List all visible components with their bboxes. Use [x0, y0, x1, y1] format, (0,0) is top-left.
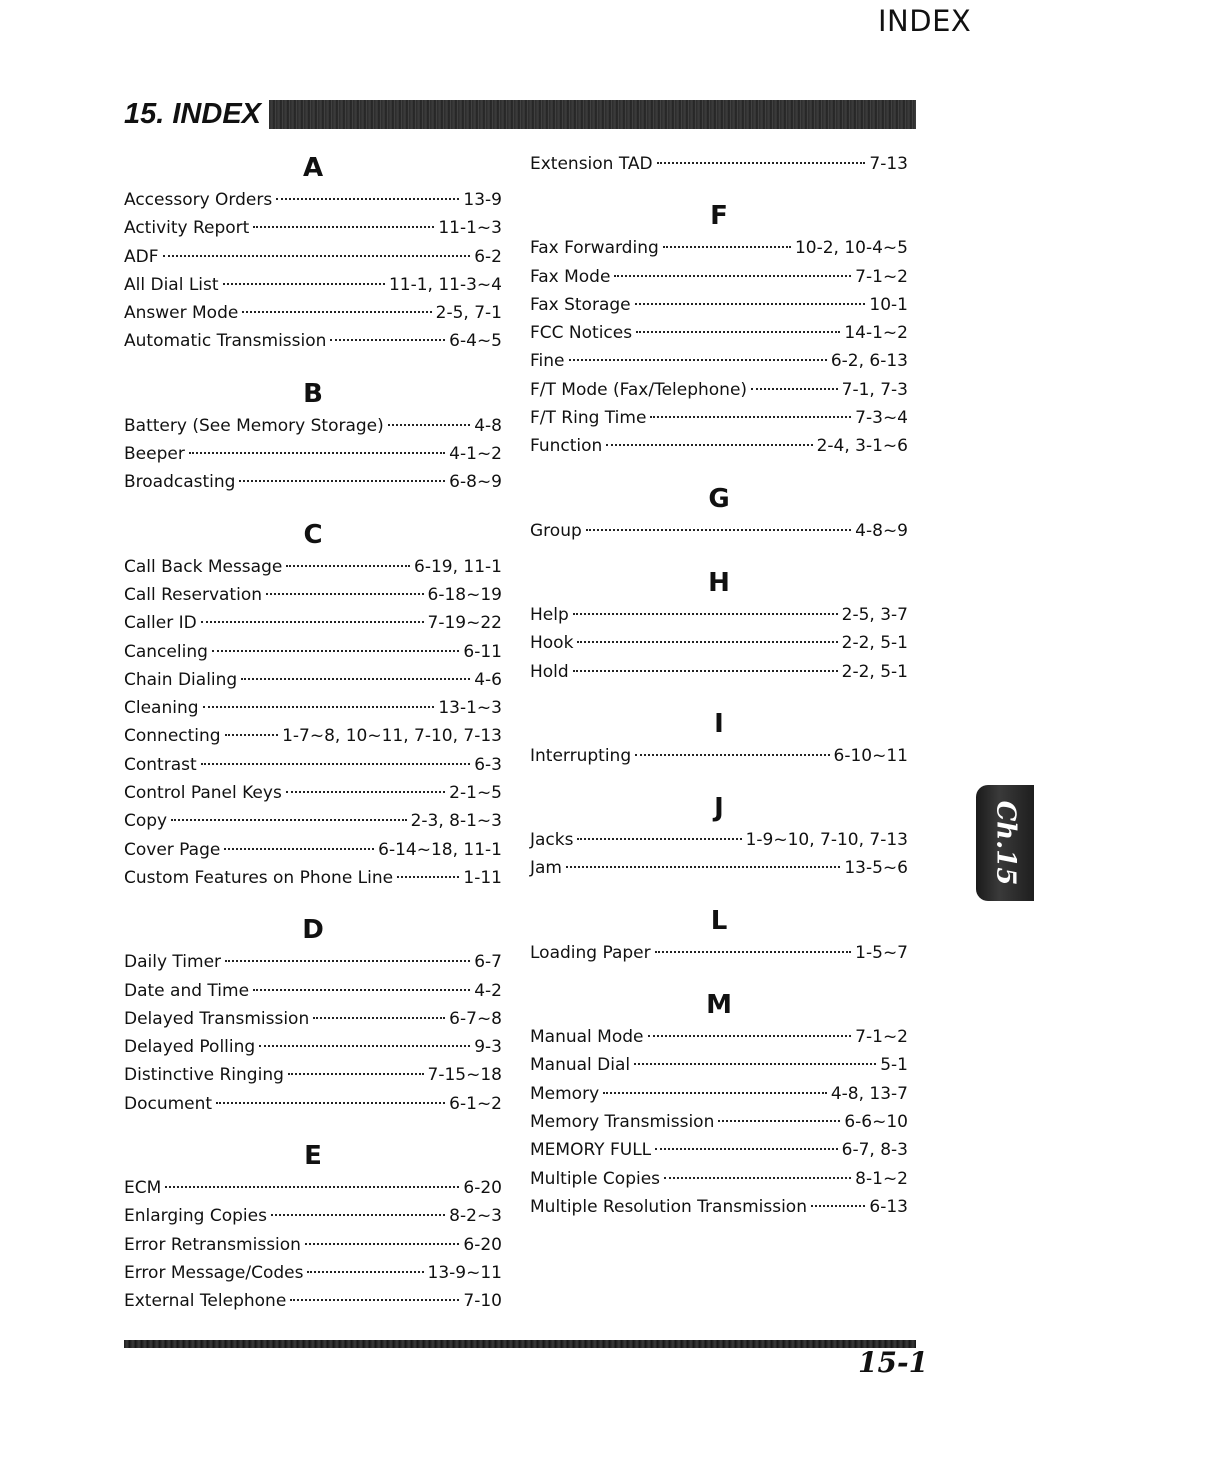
index-term: Fax Forwarding [530, 238, 659, 259]
index-term: Memory Transmission [530, 1111, 715, 1132]
dot-leader [165, 1186, 459, 1188]
index-pages: 6-4~5 [449, 331, 502, 352]
index-entry [124, 948, 502, 976]
dot-leader [635, 303, 866, 305]
index-term: Error Message/Codes [124, 1262, 304, 1283]
index-letter-f: F [710, 201, 728, 232]
dot-leader [189, 452, 445, 454]
index-pages: 2-5, 7-1 [435, 303, 502, 324]
index-pages: 8-1~2 [855, 1168, 908, 1189]
dot-leader [655, 951, 852, 953]
index-term: Jacks [530, 830, 574, 851]
dot-leader [224, 848, 374, 850]
index-entry [124, 638, 502, 666]
index-pages: 11-1~3 [438, 218, 502, 239]
index-entry [124, 609, 502, 637]
index-entry [530, 939, 908, 967]
index-term: MEMORY FULL [530, 1140, 652, 1161]
index-letter-c: C [303, 519, 323, 550]
dot-leader [388, 424, 470, 426]
index-entry [530, 263, 908, 291]
dot-leader [811, 1205, 865, 1207]
index-pages: 9-3 [474, 1037, 502, 1058]
index-letter-l: L [710, 905, 728, 936]
index-pages: 13-5~6 [844, 858, 908, 879]
dot-leader [288, 1073, 424, 1075]
footer-rule [124, 1340, 916, 1348]
index-pages: 6-20 [463, 1234, 502, 1255]
index-pages: 1-11 [463, 867, 502, 888]
index-pages: 4-2 [474, 980, 502, 1001]
index-pages: 6-19, 11-1 [414, 556, 502, 577]
index-pages: 7-13 [869, 154, 908, 174]
index-pages: 4-6 [474, 669, 502, 690]
index-letter-e: E [304, 1141, 322, 1172]
index-entry [124, 243, 502, 271]
index-term: Enlarging Copies [124, 1206, 267, 1227]
index-term: Caller ID [124, 613, 197, 634]
index-pages: 1-9~10, 7-10, 7-13 [745, 830, 908, 851]
index-entry [124, 666, 502, 694]
index-term: F/T Mode (Fax/Telephone) [530, 379, 748, 400]
index-entry [124, 1287, 502, 1315]
index-pages: 2-2, 5-1 [841, 661, 908, 682]
index-pages: 6-6~10 [844, 1111, 908, 1132]
index-entry [530, 517, 908, 545]
dot-leader [634, 1063, 876, 1065]
index-term: Call Back Message [124, 556, 283, 577]
index-entry [530, 404, 908, 432]
index-entry [530, 629, 908, 657]
index-entry [530, 1193, 908, 1221]
index-term: Fax Storage [530, 294, 631, 315]
index-term: Date and Time [124, 980, 250, 1001]
index-entry [124, 553, 502, 581]
index-term: Beeper [124, 444, 185, 465]
index-letter-m: M [706, 990, 732, 1021]
index-term: Extension TAD [530, 154, 653, 174]
dot-leader [242, 311, 431, 313]
index-term: Automatic Transmission [124, 331, 327, 352]
index-entry [530, 234, 908, 262]
index-pages: 5-1 [880, 1055, 908, 1076]
index-pages: 10-1 [869, 294, 908, 315]
dot-leader [216, 1102, 445, 1104]
index-entry [530, 1080, 908, 1108]
dot-leader [201, 621, 424, 623]
index-pages: 6-1~2 [449, 1093, 502, 1114]
index-term: Daily Timer [124, 952, 222, 973]
index-entry [124, 1033, 502, 1061]
index-letter-a: A [302, 153, 324, 183]
index-term: Loading Paper [530, 942, 651, 963]
index-term: Call Reservation [124, 584, 262, 605]
index-letter-j: J [714, 793, 724, 824]
dot-leader [577, 838, 741, 840]
index-term: All Dial List [124, 274, 219, 295]
dot-leader [397, 876, 459, 878]
dot-leader [655, 1148, 838, 1150]
dot-leader [163, 255, 471, 257]
index-entry [530, 291, 908, 319]
index-term: External Telephone [124, 1291, 287, 1312]
dot-leader [307, 1271, 423, 1273]
index-entry [124, 1231, 502, 1259]
index-entry [530, 742, 908, 770]
dot-leader [573, 670, 838, 672]
dot-leader [253, 226, 434, 228]
index-pages: 6-20 [463, 1178, 502, 1199]
index-entry [124, 581, 502, 609]
chapter-tab-label: Ch.15 [990, 800, 1020, 886]
dot-leader [566, 866, 840, 868]
dot-leader [330, 339, 445, 341]
dot-leader [569, 359, 827, 361]
index-column-left [124, 150, 502, 1316]
dot-leader [203, 706, 435, 708]
index-entry [530, 1051, 908, 1079]
index-term: Connecting [124, 726, 221, 747]
index-pages: 6-7~8 [449, 1008, 502, 1029]
dot-leader [663, 246, 791, 248]
index-entry [530, 376, 908, 404]
index-pages: 2-4, 3-1~6 [816, 436, 908, 457]
index-entry [124, 1090, 502, 1118]
index-pages: 2-2, 5-1 [841, 633, 908, 654]
index-pages: 6-18~19 [427, 584, 502, 605]
index-term: Distinctive Ringing [124, 1065, 284, 1086]
index-entry [530, 319, 908, 347]
section-title: 15. INDEX [124, 97, 261, 130]
index-term: Multiple Copies [530, 1168, 661, 1189]
index-term: Broadcasting [124, 472, 236, 493]
dot-leader [271, 1214, 445, 1216]
index-term: Custom Features on Phone Line [124, 867, 394, 888]
chapter-tab [976, 785, 1034, 901]
index-letter-i: I [714, 708, 724, 739]
index-pages: 13-9~11 [427, 1262, 502, 1283]
index-pages: 7-3~4 [855, 408, 908, 429]
index-letter-h: H [708, 567, 730, 598]
index-term: Control Panel Keys [124, 783, 282, 804]
index-pages: 6-13 [869, 1196, 908, 1217]
index-pages: 14-1~2 [844, 323, 908, 344]
index-term: Interrupting [530, 745, 632, 766]
index-entry [530, 601, 908, 629]
index-entry [124, 1061, 502, 1089]
index-pages: 8-2~3 [449, 1206, 502, 1227]
index-term: Chain Dialing [124, 669, 238, 690]
index-pages: 1-7~8, 10~11, 7-10, 7-13 [282, 726, 502, 747]
index-entry [124, 440, 502, 468]
index-term: Activity Report [124, 218, 250, 239]
index-pages: 6-7 [474, 952, 502, 973]
index-pages: 6-2, 6-13 [830, 351, 908, 372]
index-term: Jam [530, 858, 562, 879]
index-entry [530, 1023, 908, 1051]
index-entry [124, 186, 502, 214]
dot-leader [664, 1177, 851, 1179]
index-pages: 7-15~18 [427, 1065, 502, 1086]
index-entry [530, 854, 908, 882]
index-term: FCC Notices [530, 323, 633, 344]
index-pages: 6-8~9 [449, 472, 502, 493]
index-entry [124, 751, 502, 779]
index-entry [530, 150, 908, 178]
dot-leader [241, 678, 470, 680]
dot-leader [290, 1299, 459, 1301]
dot-leader [171, 819, 406, 821]
index-term: Group [530, 520, 582, 541]
index-term: Canceling [124, 641, 208, 662]
index-term: Manual Dial [530, 1055, 631, 1076]
index-entry [124, 1259, 502, 1287]
index-pages: 13-9 [463, 190, 502, 210]
dot-leader [573, 613, 838, 615]
index-pages: 6-14~18, 11-1 [378, 839, 502, 860]
dot-leader [276, 198, 459, 200]
index-term: Manual Mode [530, 1027, 644, 1048]
index-pages: 4-1~2 [449, 444, 502, 465]
index-column-right [530, 150, 908, 1221]
dot-leader [253, 989, 470, 991]
title-bar-decoration [269, 100, 916, 129]
index-term: Document [124, 1093, 213, 1114]
index-entry [124, 271, 502, 299]
index-entry [124, 807, 502, 835]
dot-leader [751, 388, 838, 390]
index-pages: 6-11 [463, 641, 502, 662]
index-term: Fax Mode [530, 266, 611, 287]
index-pages: 6-7, 8-3 [841, 1140, 908, 1161]
section-heading [124, 98, 916, 130]
dot-leader [657, 162, 866, 164]
dot-leader [313, 1017, 445, 1019]
index-entry [530, 1136, 908, 1164]
index-entry [124, 722, 502, 750]
index-pages: 2-3, 8-1~3 [410, 811, 502, 832]
dot-leader [586, 529, 851, 531]
dot-leader [286, 565, 410, 567]
dot-leader [718, 1120, 840, 1122]
index-entry [124, 214, 502, 242]
index-entry [530, 1108, 908, 1136]
index-pages: 2-1~5 [449, 783, 502, 804]
index-entry [530, 1165, 908, 1193]
index-pages: 6-3 [474, 754, 502, 775]
index-letter-b: B [303, 378, 323, 409]
index-term: Error Retransmission [124, 1234, 301, 1255]
index-pages: 11-1, 11-3~4 [388, 274, 502, 295]
index-entry [124, 836, 502, 864]
index-term: Delayed Polling [124, 1037, 256, 1058]
index-term: Accessory Orders [124, 190, 273, 210]
index-term: Help [530, 604, 569, 625]
index-pages: 1-5~7 [855, 942, 908, 963]
index-term: Fine [530, 351, 565, 372]
index-pages: 7-10 [463, 1291, 502, 1312]
index-pages: 4-8~9 [855, 520, 908, 541]
index-entry [530, 826, 908, 854]
running-head: INDEX [878, 4, 972, 38]
index-term: Hold [530, 661, 569, 682]
index-entry [530, 658, 908, 686]
index-pages: 7-19~22 [427, 613, 502, 634]
index-pages: 6-2 [474, 246, 502, 267]
index-pages: 6-10~11 [833, 745, 908, 766]
dot-leader [577, 641, 837, 643]
index-term: ECM [124, 1178, 162, 1199]
index-pages: 4-8 [474, 415, 502, 436]
dot-leader [603, 1092, 827, 1094]
dot-leader [259, 1045, 470, 1047]
index-term: Multiple Resolution Transmission [530, 1196, 807, 1217]
index-entry [530, 347, 908, 375]
index-entry [124, 1202, 502, 1230]
dot-leader [239, 480, 445, 482]
index-pages: 2-5, 3-7 [841, 604, 908, 625]
index-entry [124, 468, 502, 496]
index-pages: 7-1, 7-3 [841, 379, 908, 400]
dot-leader [635, 754, 829, 756]
index-letter-g: G [708, 483, 730, 514]
index-term: Delayed Transmission [124, 1008, 310, 1029]
index-entry [530, 432, 908, 460]
index-term: Battery (See Memory Storage) [124, 415, 384, 436]
index-term: ADF [124, 246, 159, 267]
dot-leader [650, 416, 851, 418]
dot-leader [614, 275, 851, 277]
index-pages: 10-2, 10-4~5 [794, 238, 908, 259]
dot-leader [648, 1035, 852, 1037]
index-entry [124, 412, 502, 440]
index-term: Contrast [124, 754, 197, 775]
dot-leader [636, 331, 840, 333]
dot-leader [606, 444, 812, 446]
index-entry [124, 977, 502, 1005]
dot-leader [305, 1243, 459, 1245]
index-term: Function [530, 436, 603, 457]
dot-leader [225, 960, 470, 962]
page-number: 15-1 [858, 1346, 929, 1379]
index-pages: 13-1~3 [438, 698, 502, 719]
index-term: Memory [530, 1083, 600, 1104]
index-term: Cover Page [124, 839, 221, 860]
dot-leader [225, 734, 278, 736]
index-term: Answer Mode [124, 303, 239, 324]
index-term: Cleaning [124, 698, 199, 719]
index-term: F/T Ring Time [530, 408, 647, 429]
index-pages: 7-1~2 [855, 266, 908, 287]
index-entry [124, 327, 502, 355]
dot-leader [286, 791, 445, 793]
index-entry [124, 1005, 502, 1033]
index-entry [124, 864, 502, 892]
index-entry [124, 779, 502, 807]
index-term: Hook [530, 633, 574, 654]
dot-leader [201, 763, 471, 765]
index-pages: 7-1~2 [855, 1027, 908, 1048]
dot-leader [212, 650, 460, 652]
dot-leader [266, 593, 424, 595]
index-entry [124, 299, 502, 327]
index-entry [124, 694, 502, 722]
index-pages: 4-8, 13-7 [830, 1083, 908, 1104]
index-entry [124, 1174, 502, 1202]
dot-leader [223, 283, 385, 285]
index-term: Copy [124, 811, 168, 832]
index-letter-d: D [302, 915, 324, 946]
